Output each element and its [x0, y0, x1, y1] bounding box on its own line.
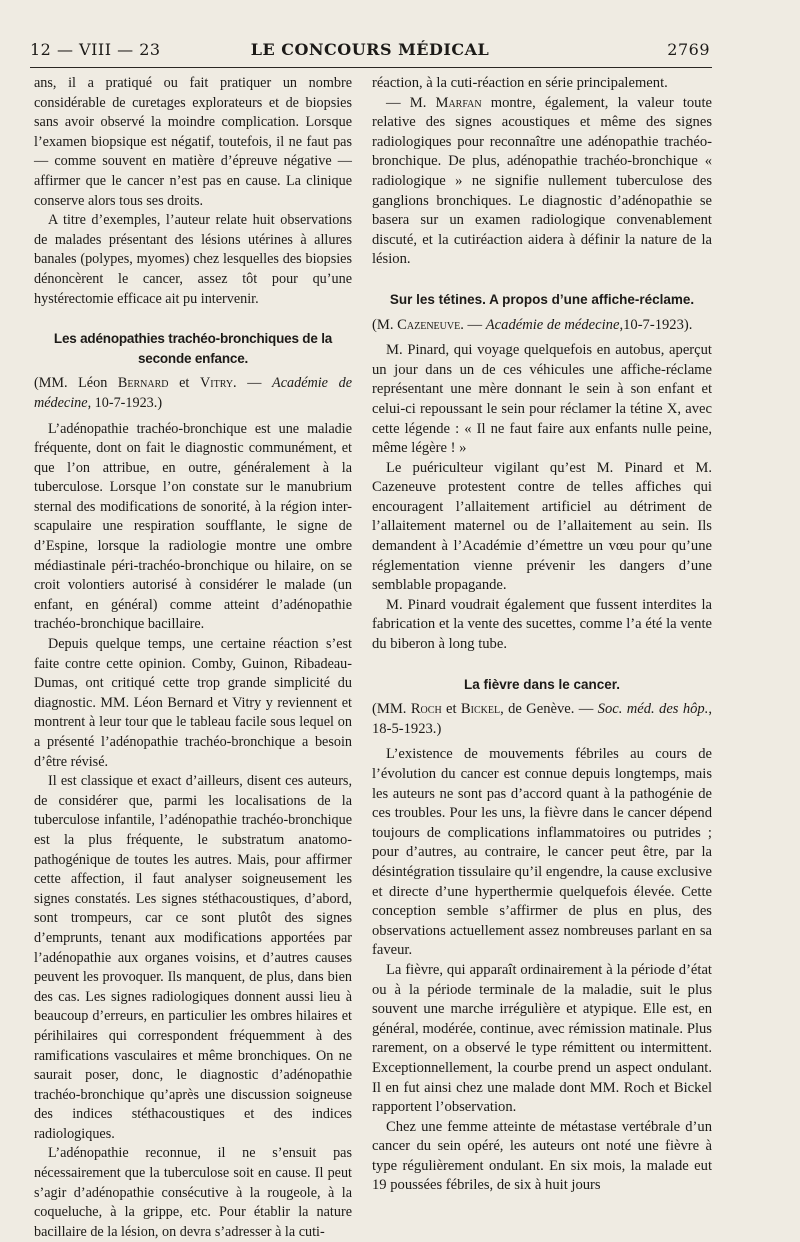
paragraph: M. Pinard, qui voyage quelquefois en autobus, aperçut un jour dans un de ces véhicules une affiche-réclame représentant une mère donnant le sein à son enfant et celui-ci repoussant le sein pour réclamer la tétine X, avec cette légende : « Il ne faut faire aux enfants nulle peine, même légère ! » — [372, 342, 712, 457]
paragraph: L’adénopathie trachéo-bronchique est une maladie fréquente, dont on fait le diagnostic communément, et que l’on attribue, en outre, généralement à la tuberculose. Lorsque l’on constate sur le manubrium sternal des modifications de sonorité, à la région inter-scapulaire une respiration soufflante, le signe de d’Espine, lorsque la radiologie montre une ombre médiastinale péri-trachéo-bronchique ou hilaire, on se croit volontiers autorisé à considérer le malade (un enfant, en général) comme atteint d’adénopathie trachéo-bronchique bacillaire. — [34, 420, 352, 633]
article-heading: Sur les tétines. A propos d’une affiche-réclame. — [389, 291, 695, 307]
right-column — [372, 74, 712, 1196]
header-date-volume: 12 — VIII — 23 — [30, 40, 161, 59]
paragraph: réaction, à la cuti-réaction en série principalement. — [372, 75, 668, 91]
paragraph: Il est classique et exact d’ailleurs, disent ces auteurs, de considérer que, parmi les localisations de la tuberculose infantile, l’adénopathie trachéo-bronchique est la plus fréquente, le substratum anatomo-pathogénique de toutes les autres. Mais, pour affirmer cette affection, il faut analyser soigneusement les signes constatés. Les signes stéthacoustiques, d’abord, sont trompeurs, car ce sont plutôt des signes d’emprunts, tenant aux modifications apportées par l’adénopathie aux organes voisins, et d’autres causes peuvent les provoquer. Ils manquent, de plus, dans bien des cas. Les signes radiologiques donnent aussi lieu à beaucoup d’erreurs, en particulier les ombres hilaires et périhilaires qui correspondent fréquemment à des ramifications vasculaires et même bronchiques. On ne saurait poser, donc, le diagnostic d’adénopathie trachéo-bronchique qu’après une discussion soigneuse des indices stéthacoustiques et des indices radiologiques. — [34, 773, 352, 1142]
paragraph: L’adénopathie reconnue, il ne s’ensuit pas nécessairement que la tuberculose soit en cause. Il peut s’agir d’adénopathie consécutive à la rougeole, à la coqueluche, à la grippe, etc. Pour établir la nature bacillaire de la lésion, on devra s’adresser à la cuti- — [34, 1145, 352, 1240]
article-citation: (MM. Roch et Bickel, de Genève. — Soc. méd. des hôp., 18-5-1923.) — [372, 701, 713, 737]
paragraph: L’existence de mouvements fébriles au cours de l’évolution du cancer est connue depuis longtemps, mais les auteurs ne sont pas d’accord quant à la pathogénie de ces troubles. Pour les uns, la fièvre dans le cancer dépend toujours de complications inflammatoires ou putrides ; pour d’autres, au contraire, le cancer peut être, par la désintégration tissulaire qu’il engendre, la cause exclusive et directe d’une hyperthermie quelquefois élevée. Cette conception semble s’affirmer de plus en plus, des observations actuellement assez nombreuses parlant en sa faveur. — [372, 746, 712, 959]
header-rule — [30, 67, 712, 68]
paragraph: M. Pinard voudrait également que fussent interdites la fabrication et la vente des sucettes, comme l’a été la vente du biberon à long tube. — [372, 596, 712, 653]
paragraph: Chez une femme atteinte de métastase vertébrale d’un cancer du sein opéré, les auteurs ont noté une fièvre à type régulièrement ondulant. En six mois, la malade eut 19 poussées fébriles, de six à huit jours — [372, 1118, 712, 1194]
journal-title: LE CONCOURS MÉDICAL — [250, 40, 490, 59]
paragraph: Le puériculteur vigilant qu’est M. Pinard et M. Cazeneuve protestent contre de telles affiches qui encouragent l’allaitement artificiel au détriment de l’allaitement maternel ou de l’allaitement au sein. Ils demandent à l’Académie d’émettre un vœu pour qu’une réglementation vienne prévenir les dangers d’une semblable propagande. — [372, 459, 712, 594]
paragraph: — M. Marfan montre, également, la valeur toute relative des signes acoustiques et même des signes radiologiques pour reconnaître une adénopathie trachéo-bronchique. De plus, adénopathie trachéo-bronchique « radiologique » ne signifie nullement tuberculose des ganglions bronchiques. Le diagnostic d’adénopathie se basera sur un examen radiologique convenablement discuté, et la cutiréaction aidera à définir la nature de la lésion. — [372, 94, 713, 268]
page-number: 2769 — [667, 40, 710, 59]
article-heading: La fièvre dans le cancer. — [463, 676, 621, 692]
article-heading: Les adénopathies trachéo-bronchiques de la seconde enfance. — [53, 331, 333, 366]
left-column — [34, 74, 352, 1242]
article-citation: (MM. Léon Bernard et Vitry. — Académie de médecine, 10-7-1923.) — [34, 375, 353, 411]
running-header — [30, 40, 710, 68]
paragraph: A titre d’exemples, l’auteur relate huit observations de malades présentant des lésions utérines à allures banales (polypes, myomes) chez lesquelles des biopsies dénoncèrent le cancer, assez tôt pour qu’une hystérectomie efficace ait pu intervenir. — [34, 212, 352, 307]
paragraph: ans, il a pratiqué ou fait pratiquer un nombre considérable de curetages explorateurs et de biopsies sans avoir observé la moindre complication. Lorsque l’examen biopsique est négatif, toutefois, il ne faut pas — comme souvent en matière d’épreuve négative — affirmer que le cancer n’est pas en cause. La clinique conserve alors tous ses droits. — [34, 75, 352, 209]
paragraph: La fièvre, qui apparaît ordinairement à la période d’état ou à la période terminale de la maladie, suit le plus souvent une marche irrégulière et atypique. Elle est, en général, modérée, continue, avec rémission matinale. Plus rarement, on a observé le type rémittent ou intermittent. Exceptionnellement, la courbe prend un aspect ondulant. Il en fut ainsi chez une malade dont MM. Roch et Bickel rapportent l’observation. — [372, 961, 712, 1116]
paragraph: Depuis quelque temps, une certaine réaction s’est faite contre cette opinion. Comby, Guinon, Ribadeau-Dumas, ont critiqué cette trop grande simplicité du diagnostic. MM. Léon Bernard et Vitry y reviennent et montrent à leur tour que le tableau facile sous lequel on a présenté l’adénopathie trachéo-bronchique a besoin d’être révisé. — [34, 636, 352, 770]
article-citation: (M. Cazeneuve. — Académie de médecine,10-7-1923). — [372, 316, 693, 333]
